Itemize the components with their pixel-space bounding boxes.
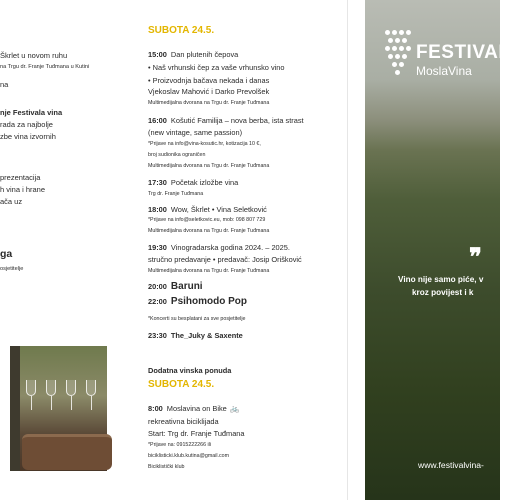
quote-line-2: kroz povijest i k [412,288,474,297]
left-line-3: na [0,80,9,89]
event-subtitle: stručno predavanje • predavač: Josip Orišković [148,255,302,264]
event-venue: Multimedijalna dvorana na Trgu dr. Franje Tuđmana [148,228,270,234]
left-line-5: rada za najbolje [0,120,53,129]
wine-glass-icon [26,380,36,396]
wine-glasses-photo [10,346,107,471]
event-row [148,205,267,214]
band-name: Psihomodo Pop [170,296,248,307]
event-title: Košutić Familija – nova berba, ista strast [170,116,304,125]
event-venue: Multimedijalna dvorana na Trgu dr. Franje Tuđmana [148,100,270,106]
wine-glass-icon [86,380,96,396]
event-time: 8:00 [148,404,163,413]
event-time: 18:00 [148,205,167,214]
left-line-2: na Trgu dr. Franje Tuđmana u Kutini [0,64,90,70]
event-title: Moslavina on Bike [166,404,227,413]
event-note: *Prijave na: 0915222266 ili [148,442,212,448]
concert-row [148,331,243,340]
event-row [148,243,290,252]
event-title: Dan plutenih čepova [170,50,239,59]
event-title: Vinogradarska godina 2024. – 2025. [170,243,290,252]
day-title: SUBOTA 24.5. [148,25,215,36]
wine-glass-icon [66,380,76,396]
event-speakers: Vjekoslav Mahović i Darko Prevolšek [148,87,270,96]
concert-note: *Koncerti su besplatani za sve posjetitelje [148,316,246,322]
left-line-8: h vina i hrane [0,185,46,194]
event-row [148,178,238,187]
event-venue: Multimedijalna dvorana na Trgu dr. Franje Tuđmana [148,268,270,274]
left-line-4: nje Festivala vina [0,108,63,117]
event-time: 17:30 [148,178,167,187]
event-organizer: Biciklistički klub [148,464,185,470]
website-url[interactable]: www.festivalvina- [418,460,484,470]
event-time: 16:00 [148,116,167,125]
event-subtitle: rekreativna biciklijada [148,417,219,426]
band-name: Baruni [170,281,203,292]
left-line-7: prezentacija [0,173,41,182]
glass-stem [71,396,72,410]
left-line-1: Škrlet u novom ruhu [0,51,68,60]
event-bullet: • Proizvodnja bačava nekada i danas [148,76,270,85]
event-row [148,116,304,125]
event-start: Start: Trg dr. Franje Tuđmana [148,429,245,438]
concert-row [148,297,247,306]
left-line-6: zbe vina izvornih [0,132,56,141]
extra-day-title: SUBOTA 24.5. [148,379,215,390]
fold-divider [347,0,348,500]
grape-logo-icon [383,28,411,82]
event-note: *Prijave na info@seletkovic.eu, mob: 098 807 729 [148,217,266,223]
band-name: The_Juky & Saxente [170,331,243,340]
quote-icon: ❞ [469,244,482,271]
event-time: 19:30 [148,243,167,252]
wine-glass-icon [46,380,56,396]
quote-line-1: Vino nije samo piće, v [398,275,484,284]
glass-stem [31,396,32,410]
left-line-10: ga [0,248,13,260]
glass-stem [51,396,52,410]
event-title: Početak izložbe vina [170,178,239,187]
bicycle-icon: 🚲 [229,404,240,413]
festival-subtitle: MoslaVina [416,64,472,78]
event-row [148,404,240,413]
event-title: Wow, Škrlet • Vina Seletković [170,205,267,214]
event-venue: Multimedijalna dvorana na Trgu dr. Franje Tuđmana [148,163,270,169]
event-bullet: • Naš vrhunski čep za vaše vrhunsko vino [148,63,285,72]
event-venue: Trg dr. Franje Tuđmana [148,191,204,197]
event-time: 22:00 [148,297,167,306]
event-note: *Prijave na info@vina-kosutic.hr, kotizacija 10 €, [148,141,261,147]
concert-row [148,282,203,291]
wine-barrel [22,434,112,470]
event-time: 23:30 [148,331,167,340]
photo-shadow [10,346,20,471]
left-line-11: osjetitelje [0,266,24,272]
event-note: broj sudionika ograničen [148,152,206,158]
programme-panel [125,0,365,500]
event-note: biciklisticki.klub.kutina@gmail.com [148,453,230,459]
event-subtitle: (new vintage, same passion) [148,128,243,137]
event-time: 15:00 [148,50,167,59]
extra-offer-heading: Dodatna vinska ponuda [148,366,232,375]
glass-stem [91,396,92,410]
festival-title: FESTIVAL [416,42,510,63]
event-row [148,50,238,59]
event-time: 20:00 [148,282,167,291]
cover-panel [365,0,510,500]
left-panel [0,0,125,500]
left-line-9: ača uz [0,197,23,206]
